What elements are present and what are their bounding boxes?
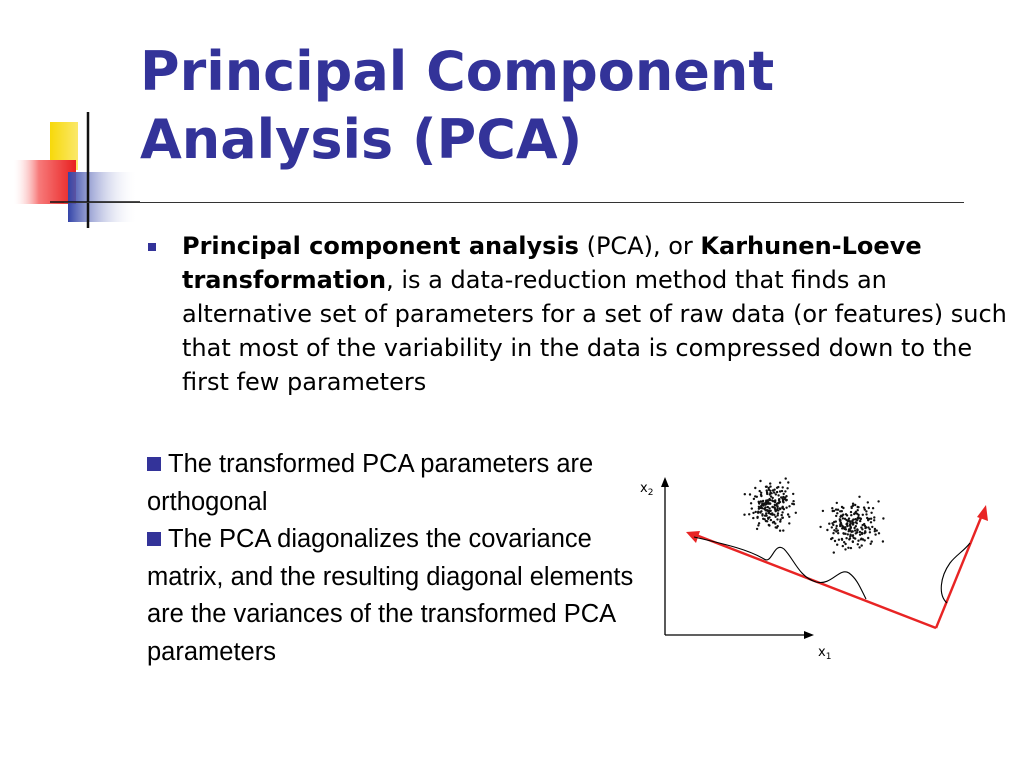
scatter-point	[770, 519, 772, 521]
scatter-point	[768, 524, 770, 526]
pca-figure	[634, 455, 1004, 670]
scatter-point	[761, 507, 763, 509]
scatter-point	[854, 518, 856, 520]
scatter-point	[865, 513, 867, 515]
scatter-point	[822, 510, 824, 512]
scatter-point	[831, 537, 833, 539]
scatter-point	[769, 492, 771, 494]
scatter-point	[782, 499, 784, 501]
scatter-point	[769, 485, 771, 487]
red-block	[14, 160, 76, 204]
scatter-point	[844, 518, 846, 520]
scatter-point	[837, 529, 839, 531]
scatter-point	[866, 517, 868, 519]
scatter-point	[774, 504, 776, 506]
scatter-point	[862, 524, 864, 526]
title-line-2: Analysis (PCA)	[140, 108, 583, 171]
scatter-point	[781, 511, 783, 513]
scatter-point	[861, 544, 863, 546]
scatter-point	[832, 510, 834, 512]
orthogonal-text: The transformed PCA parameters are orthogonal	[147, 450, 594, 516]
scatter-point	[845, 523, 847, 525]
scatter-point	[852, 505, 854, 507]
scatter-point	[764, 515, 766, 517]
scatter-point	[758, 522, 760, 524]
scatter-point	[851, 520, 853, 522]
scatter-point	[854, 537, 856, 539]
scatter-point	[788, 505, 790, 507]
scatter-point	[782, 506, 784, 508]
scatter-point	[835, 515, 837, 517]
scatter-point	[845, 528, 847, 530]
scatter-point	[783, 508, 785, 510]
scatter-point	[826, 529, 828, 531]
scatter-point	[855, 521, 857, 523]
scatter-point	[764, 518, 766, 520]
scatter-point	[882, 540, 884, 542]
scatter-point	[870, 521, 872, 523]
scatter-point	[845, 537, 847, 539]
scatter-point	[819, 526, 821, 528]
scatter-point	[783, 493, 785, 495]
scatter-point	[769, 513, 771, 515]
x-axis-label	[818, 645, 831, 662]
y-axis-label-sub: 2	[647, 488, 654, 498]
scatter-point	[778, 498, 780, 500]
scatter-point	[782, 501, 784, 503]
scatter-point	[766, 493, 768, 495]
scatter-point	[748, 513, 750, 515]
title-underline	[64, 202, 964, 203]
scatter-points	[743, 477, 884, 553]
scatter-point	[792, 500, 794, 502]
definition-seg1: (PCA), or	[578, 232, 701, 260]
scatter-point	[873, 519, 875, 521]
scatter-point	[882, 517, 884, 519]
scatter-point	[871, 540, 873, 542]
scatter-point	[754, 487, 756, 489]
scatter-point	[856, 528, 858, 530]
scatter-point	[874, 530, 876, 532]
scatter-point	[852, 523, 854, 525]
scatter-point	[844, 543, 846, 545]
scatter-point	[758, 508, 760, 510]
scatter-point	[756, 517, 758, 519]
x-axis-arrowhead	[804, 631, 814, 639]
scatter-point	[756, 496, 758, 498]
scatter-point	[839, 519, 841, 521]
scatter-point	[859, 531, 861, 533]
scatter-point	[828, 523, 830, 525]
scatter-point	[841, 539, 843, 541]
scatter-point	[777, 514, 779, 516]
principal-axis-2-arrowhead	[977, 505, 988, 521]
scatter-point	[786, 487, 788, 489]
y-axis-arrowhead	[661, 477, 669, 487]
scatter-point	[833, 551, 835, 553]
scatter-point	[857, 543, 859, 545]
scatter-point	[752, 512, 754, 514]
scatter-point	[773, 491, 775, 493]
scatter-point	[775, 493, 777, 495]
scatter-point	[788, 516, 790, 518]
scatter-point	[760, 510, 762, 512]
scatter-point	[772, 521, 774, 523]
scatter-point	[855, 532, 857, 534]
scatter-point	[857, 506, 859, 508]
scatter-point	[779, 490, 781, 492]
scatter-point	[768, 503, 770, 505]
scatter-point	[855, 525, 857, 527]
scatter-point	[760, 495, 762, 497]
y-axis-label-main: x	[640, 481, 648, 496]
corner-decoration	[0, 0, 140, 230]
scatter-point	[774, 501, 776, 503]
scatter-point	[837, 532, 839, 534]
scatter-point	[779, 482, 781, 484]
scatter-point	[850, 514, 852, 516]
scatter-point	[776, 507, 778, 509]
scatter-point	[785, 495, 787, 497]
scatter-point	[756, 528, 758, 530]
scatter-point	[836, 512, 838, 514]
scatter-point	[848, 520, 850, 522]
scatter-point	[841, 510, 843, 512]
slide-title	[140, 38, 1000, 174]
scatter-point	[762, 500, 764, 502]
scatter-point	[869, 531, 871, 533]
y-axis-label	[640, 481, 653, 498]
scatter-point	[844, 548, 846, 550]
scatter-point	[781, 517, 783, 519]
scatter-point	[857, 540, 859, 542]
scatter-point	[774, 516, 776, 518]
scatter-point	[847, 547, 849, 549]
scatter-point	[857, 509, 859, 511]
scatter-point	[874, 533, 876, 535]
scatter-point	[854, 512, 856, 514]
scatter-point	[757, 524, 759, 526]
scatter-point	[743, 514, 745, 516]
scatter-point	[842, 514, 844, 516]
square-bullet-icon	[147, 457, 161, 471]
scatter-point	[832, 532, 834, 534]
scatter-point	[768, 507, 770, 509]
principal-axis-2	[936, 515, 982, 628]
scatter-point	[776, 487, 778, 489]
scatter-point	[769, 482, 771, 484]
scatter-point	[851, 507, 853, 509]
scatter-point	[786, 499, 788, 501]
scatter-point	[862, 538, 864, 540]
scatter-point	[870, 512, 872, 514]
scatter-point	[752, 517, 754, 519]
square-bullet-icon	[147, 532, 161, 546]
scatter-point	[782, 486, 784, 488]
scatter-point	[749, 493, 751, 495]
title-line-1: Principal Component	[140, 40, 775, 103]
scatter-point	[785, 477, 787, 479]
scatter-point	[788, 522, 790, 524]
principal-axis-1-arrowhead	[686, 531, 700, 543]
scatter-point	[765, 500, 767, 502]
scatter-point	[835, 508, 837, 510]
scatter-point	[772, 489, 774, 491]
scatter-point	[858, 496, 860, 498]
square-bullet-icon	[148, 243, 156, 251]
x-axis-label-sub: 1	[825, 652, 832, 662]
scatter-point	[859, 520, 861, 522]
scatter-point	[860, 538, 862, 540]
scatter-point	[777, 502, 779, 504]
scatter-point	[758, 502, 760, 504]
scatter-point	[860, 526, 862, 528]
scatter-point	[776, 518, 778, 520]
scatter-point	[844, 526, 846, 528]
scatter-point	[835, 527, 837, 529]
scatter-point	[862, 514, 864, 516]
scatter-point	[763, 508, 765, 510]
scatter-point	[782, 529, 784, 531]
scatter-point	[849, 537, 851, 539]
scatter-point	[852, 530, 854, 532]
scatter-point	[766, 489, 768, 491]
scatter-point	[755, 511, 757, 513]
scatter-point	[850, 547, 852, 549]
scatter-point	[836, 525, 838, 527]
bullet-covariance	[147, 521, 652, 671]
scatter-point	[850, 526, 852, 528]
scatter-point	[750, 502, 752, 504]
scatter-point	[858, 546, 860, 548]
lower-bullets	[147, 446, 652, 671]
scatter-point	[836, 544, 838, 546]
scatter-point	[850, 511, 852, 513]
scatter-point	[744, 493, 746, 495]
scatter-point	[779, 520, 781, 522]
scatter-point	[787, 481, 789, 483]
blue-block	[68, 172, 138, 222]
scatter-point	[852, 540, 854, 542]
scatter-point	[769, 499, 771, 501]
scatter-point	[872, 507, 874, 509]
term-klt: Karhunen-Loeve transformation	[182, 232, 922, 294]
bullet-orthogonal	[147, 446, 652, 521]
definition-text	[182, 229, 1008, 399]
scatter-point	[764, 504, 766, 506]
scatter-point	[765, 486, 767, 488]
scatter-point	[779, 530, 781, 532]
scatter-point	[831, 522, 833, 524]
scatter-point	[854, 504, 856, 506]
scatter-point	[861, 533, 863, 535]
scatter-point	[759, 480, 761, 482]
scatter-point	[864, 527, 866, 529]
scatter-point	[865, 510, 867, 512]
scatter-point	[831, 507, 833, 509]
bullet-definition	[148, 229, 1008, 399]
scatter-point	[793, 503, 795, 505]
scatter-point	[831, 526, 833, 528]
scatter-point	[878, 532, 880, 534]
scatter-point	[792, 493, 794, 495]
scatter-point	[771, 499, 773, 501]
scatter-point	[842, 545, 844, 547]
scatter-point	[768, 516, 770, 518]
scatter-point	[870, 543, 872, 545]
x-axis-label-main: x	[818, 645, 826, 660]
scatter-point	[864, 530, 866, 532]
scatter-point	[847, 533, 849, 535]
scatter-point	[849, 534, 851, 536]
scatter-point	[757, 512, 759, 514]
scatter-point	[751, 507, 753, 509]
definition-seg2: , is a data-reduction method that finds an alternative set of parameters for a set of raw data (or features) such that most of the variability in the data is compressed down to the first few parameters	[182, 266, 1007, 396]
scatter-point	[765, 512, 767, 514]
scatter-point	[842, 517, 844, 519]
scatter-point	[762, 504, 764, 506]
scatter-point	[839, 525, 841, 527]
scatter-point	[777, 494, 779, 496]
scatter-point	[836, 502, 838, 504]
scatter-point	[859, 517, 861, 519]
scatter-point	[784, 490, 786, 492]
scatter-point	[867, 501, 869, 503]
scatter-point	[854, 529, 856, 531]
scatter-point	[873, 516, 875, 518]
scatter-point	[845, 513, 847, 515]
scatter-point	[777, 525, 779, 527]
scatter-point	[874, 528, 876, 530]
scatter-point	[868, 507, 870, 509]
scatter-point	[842, 527, 844, 529]
scatter-point	[841, 506, 843, 508]
scatter-point	[753, 498, 755, 500]
scatter-point	[777, 509, 779, 511]
scatter-point	[848, 517, 850, 519]
scatter-point	[843, 533, 845, 535]
scatter-point	[839, 516, 841, 518]
scatter-point	[781, 514, 783, 516]
scatter-point	[761, 514, 763, 516]
scatter-point	[773, 506, 775, 508]
scatter-point	[877, 500, 879, 502]
scatter-point	[785, 507, 787, 509]
scatter-point	[838, 539, 840, 541]
scatter-point	[863, 506, 865, 508]
scatter-point	[834, 540, 836, 542]
scatter-point	[772, 497, 774, 499]
scatter-point	[795, 512, 797, 514]
scatter-point	[857, 514, 859, 516]
covariance-text: The PCA diagonalizes the covariance matrix, and the resulting diagonal elements are the variances of the transformed PCA parameters	[147, 525, 634, 666]
scatter-point	[840, 521, 842, 523]
scatter-point	[852, 535, 854, 537]
scatter-point	[776, 491, 778, 493]
scatter-point	[871, 526, 873, 528]
scatter-point	[768, 489, 770, 491]
scatter-point	[867, 537, 869, 539]
scatter-point	[869, 528, 871, 530]
scatter-point	[787, 513, 789, 515]
scatter-point	[775, 526, 777, 528]
term-pca: Principal component analysis	[182, 232, 579, 260]
